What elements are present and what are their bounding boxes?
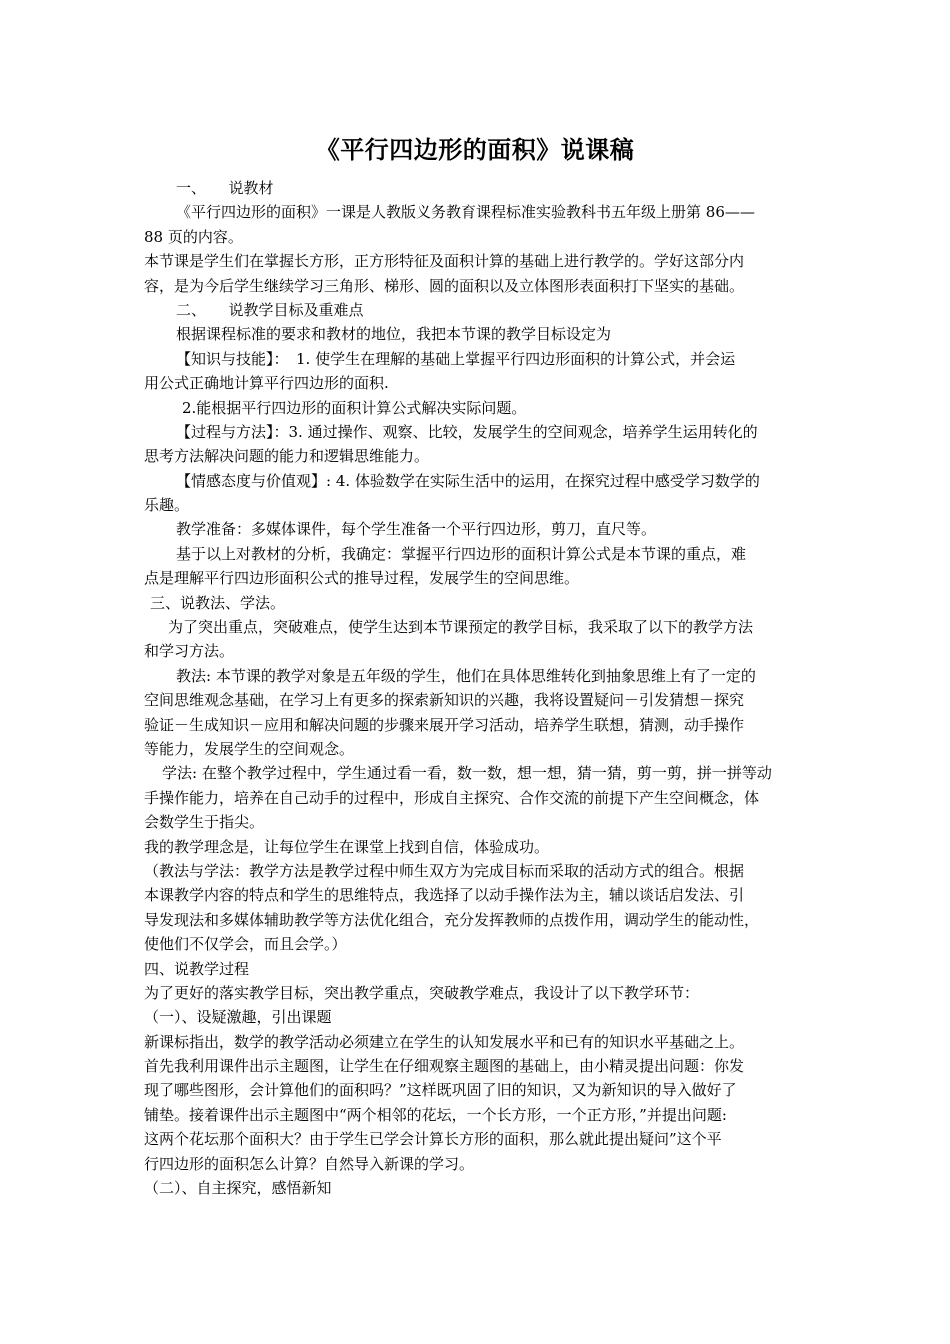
text-line: 【知识与技能】： 1. 使学生在理解的基础上掌握平行四边形面积的计算公式，并会运 <box>176 349 736 368</box>
text-line: 一、 说教材 <box>176 179 274 197</box>
text-line: 乐趣。 <box>144 496 190 515</box>
text-line: 【情感态度与价值观】: 4. 体验数学在实际生活中的运用，在探究过程中感受学习数学的 <box>176 471 760 490</box>
text-line: 铺垫。接着课件出示主题图中“两个相邻的花坛，一个长方形，一个正方形，”并提出问题: <box>144 1105 727 1124</box>
text-line: （二）、自主探究，感悟新知 <box>144 1179 332 1198</box>
text-line: 本课教学内容的特点和学生的思维特点，我选择了以动手操作法为主，辅以谈话启发法、引 <box>144 886 745 905</box>
text-line: 基于以上对教材的分析，我确定：掌握平行四边形的面积计算公式是本节课的重点，难 <box>176 544 747 563</box>
text-line: 二、 说教学目标及重难点 <box>176 300 364 319</box>
text-line: 用公式正确地计算平行四边形的面积. <box>144 374 389 393</box>
text-line: 手操作能力，培养在自己动手的过程中，形成自主探究、合作交流的前提下产生空间概念，体 <box>144 788 760 807</box>
text-line: 《平行四边形的面积》一课是人教版义务教育课程标准实验教科书五年级上册第 86—— <box>176 203 755 222</box>
text-line: 会数学生于指尖。 <box>144 813 265 832</box>
text-line: 这两个花坛那个面积大？由于学生已学会计算长方形的面积，那么就此提出疑问”这个平 <box>144 1130 722 1149</box>
text-line: 根据课程标准的要求和教材的地位，我把本节课的教学目标设定为 <box>176 325 612 344</box>
text-line: 四、说教学过程 <box>144 959 250 978</box>
text-line: 学法: 在整个教学过程中，学生通过看一看，数一数，想一想，猜一猜，剪一剪，拼一拼等动 <box>162 764 772 783</box>
document-body <box>144 176 816 1200</box>
text-line: 容，是为今后学生继续学习三角形、梯形、圆的面积以及立体图形表面积打下坚实的基础。 <box>144 276 745 295</box>
text-line: 三、说教法、学法。 <box>150 593 286 612</box>
text-line: 88 页的内容。 <box>144 227 243 246</box>
text-line: 教学准备：多媒体课件，每个学生准备一个平行四边形，剪刀，直尺等。 <box>176 520 657 539</box>
text-line: （教法与学法：教学方法是教学过程中师生双方为完成目标而采取的活动方式的组合。根据 <box>144 861 745 880</box>
text-line: 行四边形的面积怎么计算？自然导入新课的学习。 <box>144 1154 475 1173</box>
text-line: 首先我利用课件出示主题图，让学生在仔细观察主题图的基础上，由小精灵提出问题：你发 <box>144 1057 745 1076</box>
text-line: 验证－生成知识－应用和解决问题的步骤来展开学习活动，培养学生联想，猜测，动手操作 <box>144 715 745 734</box>
text-line: 使他们不仅学会，而且会学。） <box>144 935 347 954</box>
text-line: 导发现法和多媒体辅助教学等方法优化组合，充分发挥教师的点拨作用，调动学生的能动性， <box>144 910 760 929</box>
text-line: 新课标指出，数学的教学活动必须建立在学生的认知发展水平和已有的知识水平基础之上。 <box>144 1032 745 1051</box>
text-line: 我的教学理念是，让每位学生在课堂上找到自信，体验成功。 <box>144 837 550 856</box>
text-line: 2.能根据平行四边形的面积计算公式解决实际问题。 <box>182 398 527 417</box>
text-line: 和学习方法。 <box>144 642 235 661</box>
text-line: 教法: 本节课的教学对象是五年级的学生，他们在具体思维转化到抽象思维上有了一定的 <box>176 666 756 685</box>
text-line: 现了哪些图形，会计算他们的面积吗？”这样既巩固了旧的知识，又为新知识的导入做好了 <box>144 1081 737 1100</box>
document-title: 《平行四边形的面积》说课稿 <box>315 135 635 164</box>
text-line: 本节课是学生们在掌握长方形，正方形特征及面积计算的基础上进行教学的。学好这部分内 <box>144 252 745 271</box>
text-line: 为了突出重点，突破难点，使学生达到本节课预定的教学目标，我采取了以下的教学方法 <box>168 618 754 637</box>
text-line: 【过程与方法】：3. 通过操作、观察、比较，发展学生的空间观念，培养学生运用转化的 <box>176 422 758 441</box>
text-line: （一）、设疑激趣，引出课题 <box>144 1008 332 1027</box>
text-line: 点是理解平行四边形面积公式的推导过程，发展学生的空间思维。 <box>144 569 580 588</box>
text-line: 空间思维观念基础，在学习上有更多的探索新知识的兴趣，我将设置疑问－引发猜想－探究 <box>144 691 745 710</box>
text-line: 等能力，发展学生的空间观念。 <box>144 739 355 758</box>
text-line: 思考方法解决问题的能力和逻辑思维能力。 <box>144 447 430 466</box>
text-line: 为了更好的落实教学目标，突出教学重点，突破教学难点，我设计了以下教学环节： <box>144 983 700 1002</box>
